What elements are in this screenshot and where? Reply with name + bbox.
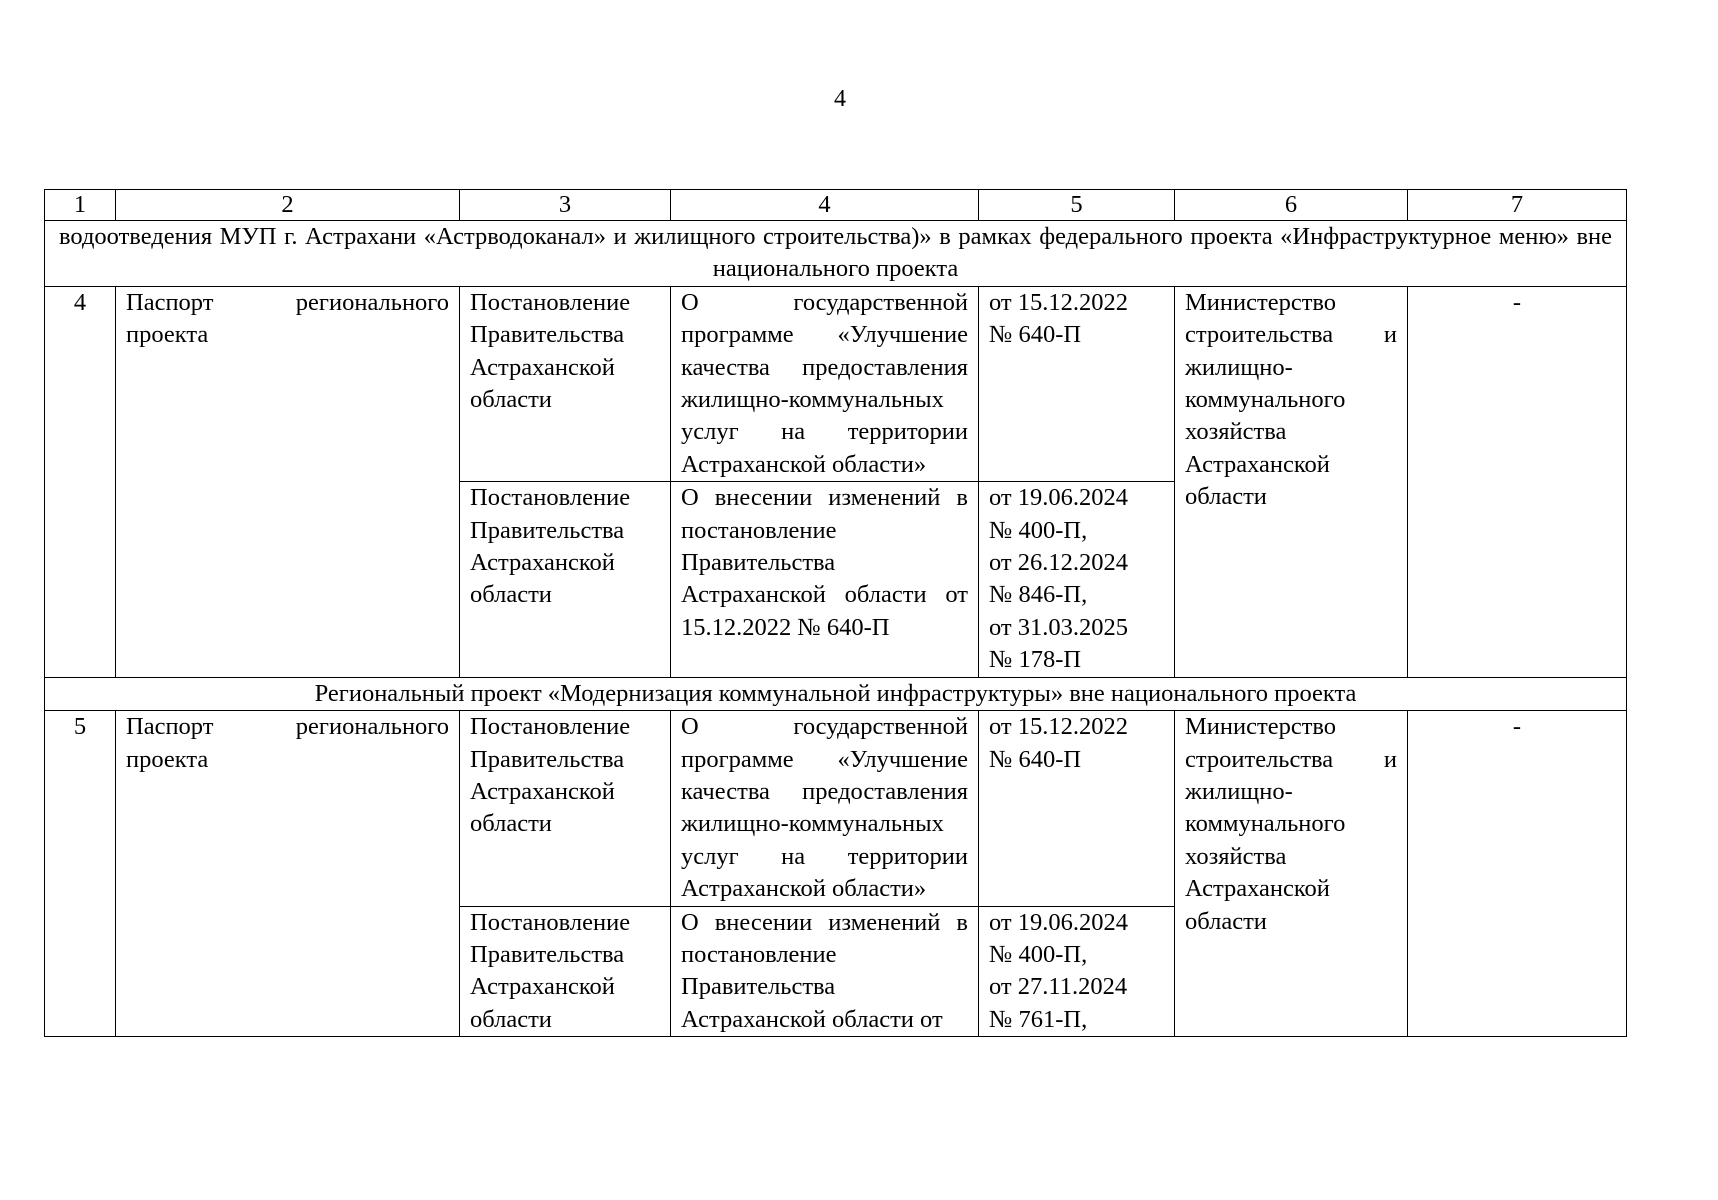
act-date-line: от 15.12.2022 [989, 713, 1129, 741]
act-date-cell [979, 711, 1175, 906]
act-date-line: от 31.03.2025 [989, 613, 1129, 641]
act-title-cell: О государственной программе «Улучшение качества предоставления жилищно-коммунальных услуг на территории Астраханской области» [671, 711, 979, 906]
act-title-cell: О внесении изменений в постановление Правительства Астраханской области от 15.12.2022 № 640-П [671, 482, 979, 677]
section-heading-continuation: водоотведения МУП г. Астрахани «Астрводоканал» и жилищного строительства)» в рамках федерального проекта «Инфраструктурное меню» вне национального проекта [45, 221, 1627, 287]
section-heading-row [45, 677, 1627, 710]
column-number-row [45, 190, 1627, 221]
act-date-line: № 761-П, [989, 1005, 1088, 1033]
row-number: 5 [45, 711, 116, 1037]
act-date-line: от 19.06.2024 [989, 484, 1129, 512]
act-date-line: от 26.12.2024 [989, 549, 1129, 577]
document-type-cell: Паспорт регионального проекта [116, 286, 460, 677]
column-number: 3 [460, 190, 671, 221]
page-number: 4 [834, 86, 846, 112]
column-number: 4 [671, 190, 979, 221]
column-number: 5 [979, 190, 1175, 221]
column-number: 1 [45, 190, 116, 221]
note-cell: - [1408, 286, 1627, 677]
column-number: 7 [1408, 190, 1627, 221]
act-title-cell: О государственной программе «Улучшение качества предоставления жилищно-коммунальных услуг на территории Астраханской области» [671, 286, 979, 481]
column-number: 6 [1175, 190, 1408, 221]
section-heading: Региональный проект «Модернизация коммунальной инфраструктуры» вне национального проекта [45, 677, 1627, 710]
act-date-line: № 178-П [989, 646, 1082, 674]
act-date-line: от 15.12.2022 [989, 288, 1129, 316]
act-title-cell: О внесении изменений в постановление Правительства Астраханской области от [671, 906, 979, 1037]
note-cell: - [1408, 711, 1627, 1037]
column-number: 2 [116, 190, 460, 221]
act-date-cell [979, 906, 1175, 1037]
table-row [45, 286, 1627, 481]
act-date-line: № 640-П [989, 321, 1082, 349]
document-type-cell: Паспорт регионального проекта [116, 711, 460, 1037]
act-date-cell [979, 482, 1175, 677]
act-date-line: № 846-П, [989, 581, 1088, 609]
act-date-line: от 19.06.2024 [989, 908, 1129, 936]
act-type-cell: Постановление Правительства Астраханской области [460, 286, 671, 481]
act-type-cell: Постановление Правительства Астраханской области [460, 711, 671, 906]
act-date-line: № 640-П [989, 745, 1082, 773]
section-heading-row [45, 221, 1627, 287]
act-type-cell: Постановление Правительства Астраханской области [460, 906, 671, 1037]
table-row [45, 711, 1627, 906]
act-date-line: от 27.11.2024 [989, 973, 1128, 1001]
document-table [44, 189, 1627, 1037]
ministry-cell: Министерство строительства и жилищно-коммунального хозяйства Астраханской области [1175, 711, 1408, 1037]
act-date-cell [979, 286, 1175, 481]
act-date-line: № 400-П, [989, 940, 1088, 968]
act-type-cell: Постановление Правительства Астраханской области [460, 482, 671, 677]
ministry-cell: Министерство строительства и жилищно-коммунального хозяйства Астраханской области [1175, 286, 1408, 677]
row-number: 4 [45, 286, 116, 677]
act-date-line: № 400-П, [989, 516, 1088, 544]
